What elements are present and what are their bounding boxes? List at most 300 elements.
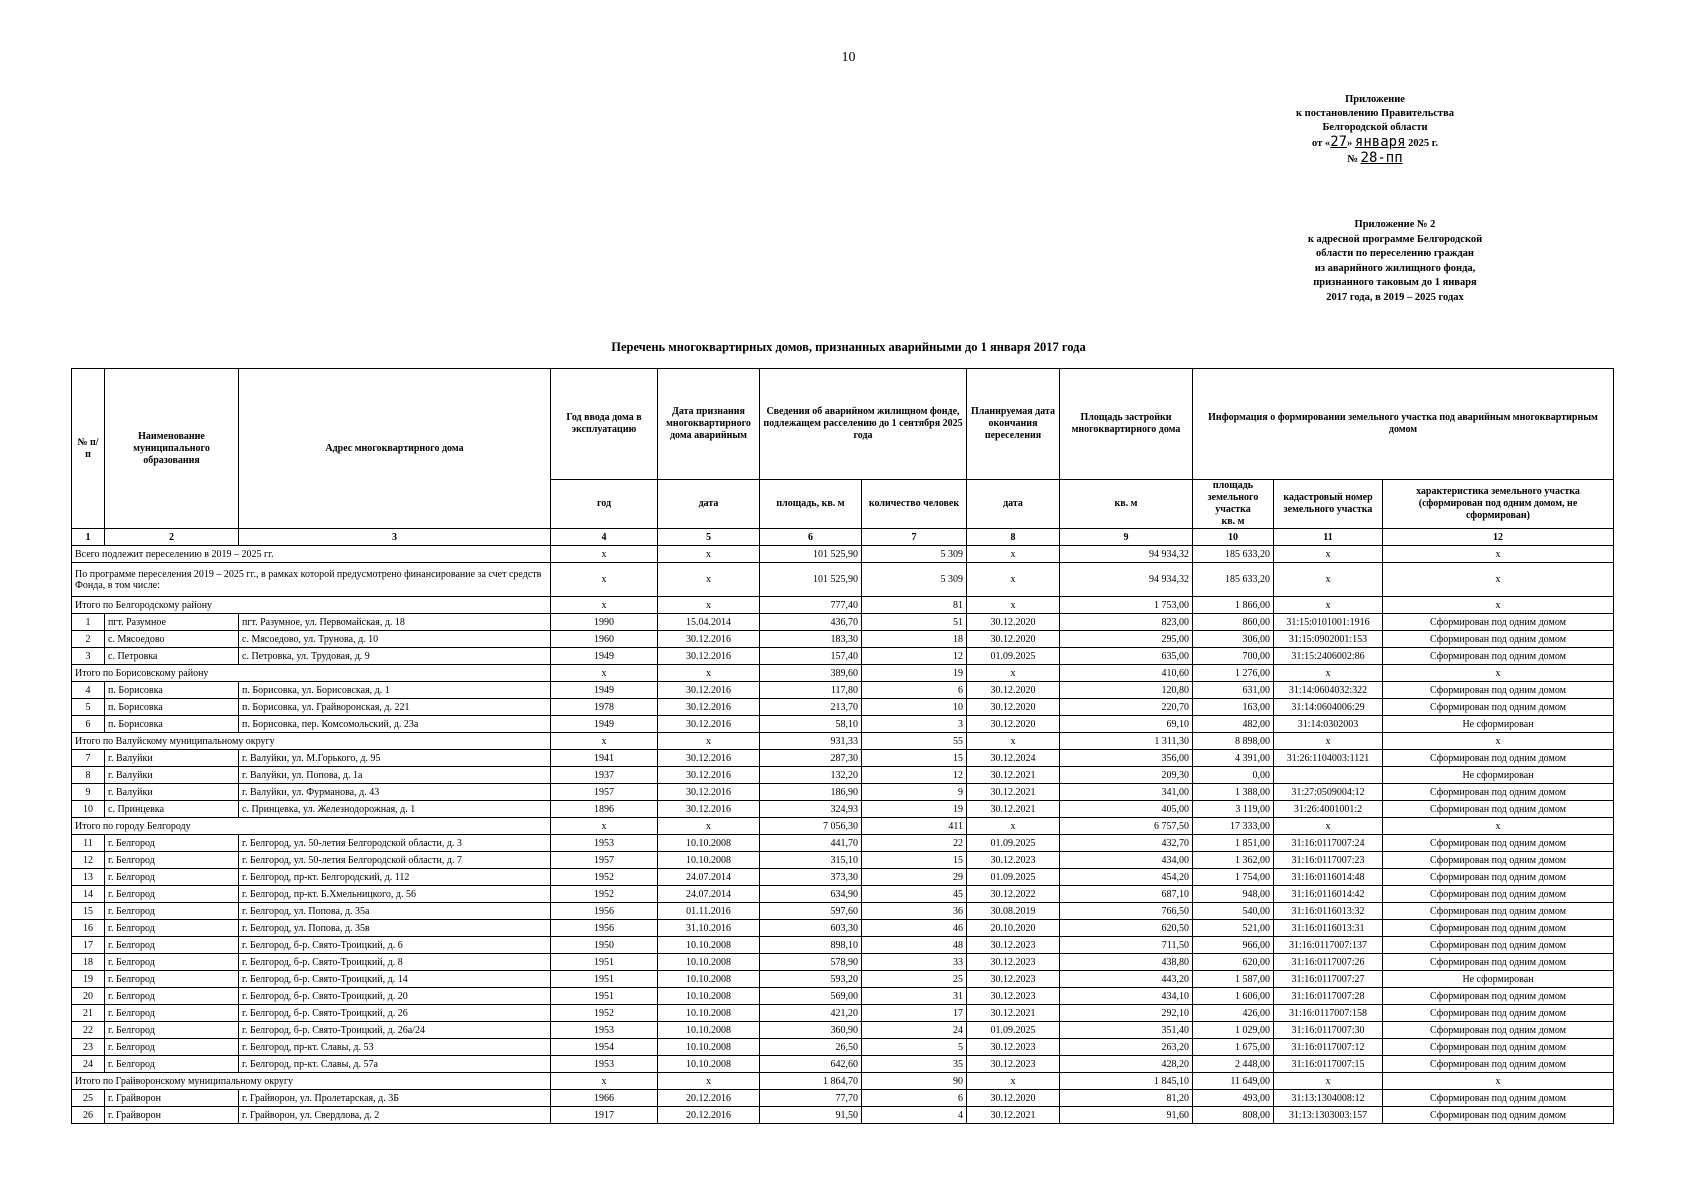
- row-planned-date: 30.12.2023: [967, 988, 1060, 1005]
- row-people: 22: [862, 835, 967, 852]
- row-number: 7: [72, 750, 105, 767]
- row-cadastral: 31:16:0117007:30: [1274, 1022, 1383, 1039]
- summary-planned: х: [967, 733, 1060, 750]
- row-municipality: г. Белгород: [105, 852, 239, 869]
- total-row: [72, 546, 1614, 563]
- col-index: 5: [658, 529, 760, 546]
- summary-label: Итого по городу Белгороду: [72, 818, 551, 835]
- row-land-char: Сформирован под одним домом: [1383, 903, 1614, 920]
- row-address: г. Белгород, б-р. Свято-Троицкий, д. 20: [239, 988, 551, 1005]
- table-row: [72, 750, 1614, 767]
- row-number: 2: [72, 631, 105, 648]
- row-year: 1952: [551, 886, 658, 903]
- row-built-area: 635,00: [1060, 648, 1193, 665]
- row-cadastral: 31:16:0116014:42: [1274, 886, 1383, 903]
- row-cadastral: 31:16:0117007:12: [1274, 1039, 1383, 1056]
- approval-line-3: Белгородской области: [1322, 122, 1428, 133]
- summary-land: 1 866,00: [1193, 597, 1274, 614]
- annex-line: 2017 года, в 2019 – 2025 годах: [1326, 291, 1464, 303]
- header-address: Адрес многоквартирного дома: [239, 369, 551, 529]
- annex-line: области по переселению граждан: [1316, 248, 1474, 259]
- row-year: 1949: [551, 682, 658, 699]
- document-title: Перечень многоквартирных домов, признанных аварийными до 1 января 2017 года: [611, 340, 1086, 354]
- row-land-char: Сформирован под одним домом: [1383, 614, 1614, 631]
- row-municipality: г. Белгород: [105, 835, 239, 852]
- row-built-area: 263,20: [1060, 1039, 1193, 1056]
- row-people: 19: [862, 801, 967, 818]
- row-land-area: 1 388,00: [1193, 784, 1274, 801]
- summary-cadastral: х: [1274, 546, 1383, 563]
- table-row: [72, 852, 1614, 869]
- row-municipality: п. Борисовка: [105, 699, 239, 716]
- row-area: 186,90: [760, 784, 862, 801]
- row-area: 603,30: [760, 920, 862, 937]
- summary-area: 101 525,90: [760, 546, 862, 563]
- row-cadastral: 31:14:0604006:29: [1274, 699, 1383, 716]
- row-area: 26,50: [760, 1039, 862, 1056]
- row-built-area: 81,20: [1060, 1090, 1193, 1107]
- summary-year: х: [551, 563, 658, 597]
- row-area: 132,20: [760, 767, 862, 784]
- row-area: 117,80: [760, 682, 862, 699]
- summary-area: 101 525,90: [760, 563, 862, 597]
- program-row: [72, 563, 1614, 597]
- unit-built: кв. м: [1060, 480, 1193, 529]
- row-built-area: 687,10: [1060, 886, 1193, 903]
- header-num: № п/п: [72, 369, 105, 529]
- row-planned-date: 30.12.2021: [967, 801, 1060, 818]
- row-recognition-date: 10.10.2008: [658, 937, 760, 954]
- row-cadastral: 31:16:0117007:27: [1274, 971, 1383, 988]
- row-number: 16: [72, 920, 105, 937]
- row-area: 436,70: [760, 614, 862, 631]
- row-address: г. Белгород, б-р. Свято-Троицкий, д. 6: [239, 937, 551, 954]
- land-area-header: [1193, 480, 1274, 529]
- row-planned-date: 30.08.2019: [967, 903, 1060, 920]
- row-address: п. Борисовка, ул. Борисовская, д. 1: [239, 682, 551, 699]
- row-address: п. Борисовка, ул. Грайворонская, д. 221: [239, 699, 551, 716]
- row-area: 91,50: [760, 1107, 862, 1124]
- row-cadastral: 31:13:1303003:157: [1274, 1107, 1383, 1124]
- summary-people: 55: [862, 733, 967, 750]
- summary-date: х: [658, 546, 760, 563]
- summary-cadastral: х: [1274, 563, 1383, 597]
- row-planned-date: 30.12.2021: [967, 784, 1060, 801]
- col-index: 1: [72, 529, 105, 546]
- header-land-group: Информация о формировании земельного участка под аварийным многоквартирным домом: [1193, 369, 1614, 480]
- date-month: января: [1354, 134, 1406, 150]
- summary-date: х: [658, 665, 760, 682]
- summary-area: 777,40: [760, 597, 862, 614]
- row-address: г. Белгород, ул. 50-летия Белгородской области, д. 7: [239, 852, 551, 869]
- row-land-area: 948,00: [1193, 886, 1274, 903]
- row-area: 634,90: [760, 886, 862, 903]
- row-people: 9: [862, 784, 967, 801]
- row-land-char: Сформирован под одним домом: [1383, 1005, 1614, 1022]
- row-land-char: Сформирован под одним домом: [1383, 631, 1614, 648]
- unit-date: дата: [658, 480, 760, 529]
- row-recognition-date: 30.12.2016: [658, 716, 760, 733]
- row-people: 24: [862, 1022, 967, 1039]
- summary-label: Итого по Белгородскому району: [72, 597, 551, 614]
- header-year: Год ввода дома в эксплуатацию: [551, 369, 658, 480]
- row-year: 1978: [551, 699, 658, 716]
- summary-label: По программе переселения 2019 – 2025 гг., в рамках которой предусмотрено финансирование за счет средств Фонда, в том числе:: [72, 563, 551, 597]
- group-total-row: [72, 733, 1614, 750]
- table-row: [72, 1056, 1614, 1073]
- row-recognition-date: 24.07.2014: [658, 886, 760, 903]
- unit-area: площадь, кв. м: [760, 480, 862, 529]
- row-land-char: Сформирован под одним домом: [1383, 1022, 1614, 1039]
- row-year: 1957: [551, 784, 658, 801]
- row-planned-date: 30.12.2021: [967, 767, 1060, 784]
- row-land-char: Не сформирован: [1383, 767, 1614, 784]
- row-area: 360,90: [760, 1022, 862, 1039]
- summary-cadastral: х: [1274, 665, 1383, 682]
- summary-date: х: [658, 818, 760, 835]
- summary-year: х: [551, 546, 658, 563]
- row-municipality: г. Белгород: [105, 1005, 239, 1022]
- approval-date: [1280, 135, 1470, 151]
- summary-people: 90: [862, 1073, 967, 1090]
- row-people: 4: [862, 1107, 967, 1124]
- row-recognition-date: 15.04.2014: [658, 614, 760, 631]
- summary-land: 17 333,00: [1193, 818, 1274, 835]
- row-cadastral: 31:16:0116013:31: [1274, 920, 1383, 937]
- table-body: [72, 529, 1614, 1124]
- row-address: с. Петровка, ул. Трудовая, д. 9: [239, 648, 551, 665]
- row-municipality: пгт. Разумное: [105, 614, 239, 631]
- row-number: 26: [72, 1107, 105, 1124]
- number-value: 28-пп: [1360, 150, 1403, 166]
- row-land-char: Не сформирован: [1383, 971, 1614, 988]
- housing-table: [71, 368, 1614, 1124]
- row-number: 3: [72, 648, 105, 665]
- row-people: 36: [862, 903, 967, 920]
- row-built-area: 405,00: [1060, 801, 1193, 818]
- row-year: 1952: [551, 1005, 658, 1022]
- row-recognition-date: 30.12.2016: [658, 648, 760, 665]
- row-number: 9: [72, 784, 105, 801]
- row-built-area: 823,00: [1060, 614, 1193, 631]
- row-area: 898,10: [760, 937, 862, 954]
- summary-year: х: [551, 597, 658, 614]
- summary-planned: х: [967, 563, 1060, 597]
- row-built-area: 620,50: [1060, 920, 1193, 937]
- row-year: 1951: [551, 954, 658, 971]
- row-year: 1953: [551, 1056, 658, 1073]
- row-municipality: г. Белгород: [105, 886, 239, 903]
- row-built-area: 91,60: [1060, 1107, 1193, 1124]
- table-row: [72, 954, 1614, 971]
- row-planned-date: 01.09.2025: [967, 835, 1060, 852]
- row-recognition-date: 20.12.2016: [658, 1090, 760, 1107]
- row-recognition-date: 30.12.2016: [658, 699, 760, 716]
- row-cadastral: 31:16:0116014:48: [1274, 869, 1383, 886]
- row-area: 315,10: [760, 852, 862, 869]
- row-address: г. Белгород, ул. Попова, д. 35а: [239, 903, 551, 920]
- summary-year: х: [551, 818, 658, 835]
- row-recognition-date: 10.10.2008: [658, 852, 760, 869]
- col-index: 10: [1193, 529, 1274, 546]
- row-land-char: Сформирован под одним домом: [1383, 988, 1614, 1005]
- row-land-area: 631,00: [1193, 682, 1274, 699]
- row-address: г. Белгород, б-р. Свято-Троицкий, д. 8: [239, 954, 551, 971]
- row-year: 1952: [551, 869, 658, 886]
- summary-char: х: [1383, 665, 1614, 682]
- table-row: [72, 988, 1614, 1005]
- row-cadastral: 31:16:0117007:158: [1274, 1005, 1383, 1022]
- row-year: 1937: [551, 767, 658, 784]
- table-row: [72, 648, 1614, 665]
- row-built-area: 295,00: [1060, 631, 1193, 648]
- row-number: 1: [72, 614, 105, 631]
- row-recognition-date: 10.10.2008: [658, 1005, 760, 1022]
- table-row: [72, 920, 1614, 937]
- row-cadastral: 31:26:1104003:1121: [1274, 750, 1383, 767]
- row-planned-date: 30.12.2023: [967, 971, 1060, 988]
- row-address: г. Белгород, пр-кт. Славы, д. 57а: [239, 1056, 551, 1073]
- row-number: 22: [72, 1022, 105, 1039]
- row-municipality: г. Белгород: [105, 1056, 239, 1073]
- row-land-area: 808,00: [1193, 1107, 1274, 1124]
- col-index: 6: [760, 529, 862, 546]
- header-land-char: характеристика земельного участка (сформирован под одним домом, не сформирован): [1383, 480, 1614, 529]
- row-number: 18: [72, 954, 105, 971]
- row-land-char: Сформирован под одним домом: [1383, 648, 1614, 665]
- row-area: 183,30: [760, 631, 862, 648]
- row-planned-date: 30.12.2023: [967, 937, 1060, 954]
- row-recognition-date: 30.12.2016: [658, 784, 760, 801]
- summary-year: х: [551, 733, 658, 750]
- table-row: [72, 716, 1614, 733]
- row-people: 17: [862, 1005, 967, 1022]
- summary-land: 11 649,00: [1193, 1073, 1274, 1090]
- summary-land: 185 633,20: [1193, 563, 1274, 597]
- header-land-area: площадь земельного участка: [1207, 480, 1259, 515]
- summary-year: х: [551, 665, 658, 682]
- row-recognition-date: 10.10.2008: [658, 954, 760, 971]
- summary-area: 1 864,70: [760, 1073, 862, 1090]
- summary-built: 410,60: [1060, 665, 1193, 682]
- summary-people: 411: [862, 818, 967, 835]
- row-built-area: 434,10: [1060, 988, 1193, 1005]
- row-area: 569,00: [760, 988, 862, 1005]
- table-row: [72, 1039, 1614, 1056]
- row-built-area: 120,80: [1060, 682, 1193, 699]
- row-built-area: 443,20: [1060, 971, 1193, 988]
- row-municipality: п. Борисовка: [105, 682, 239, 699]
- row-people: 12: [862, 767, 967, 784]
- row-land-area: 521,00: [1193, 920, 1274, 937]
- row-people: 25: [862, 971, 967, 988]
- summary-planned: х: [967, 665, 1060, 682]
- row-land-area: 1 675,00: [1193, 1039, 1274, 1056]
- group-total-row: [72, 597, 1614, 614]
- row-year: 1941: [551, 750, 658, 767]
- summary-people: 5 309: [862, 546, 967, 563]
- row-year: 1917: [551, 1107, 658, 1124]
- row-land-char: Сформирован под одним домом: [1383, 937, 1614, 954]
- summary-date: х: [658, 563, 760, 597]
- row-land-char: Сформирован под одним домом: [1383, 682, 1614, 699]
- row-recognition-date: 10.10.2008: [658, 1022, 760, 1039]
- row-number: 5: [72, 699, 105, 716]
- row-built-area: 454,20: [1060, 869, 1193, 886]
- table-row: [72, 937, 1614, 954]
- row-area: 441,70: [760, 835, 862, 852]
- row-municipality: с. Мясоедово: [105, 631, 239, 648]
- row-land-area: 966,00: [1193, 937, 1274, 954]
- header-recognition: Дата признания многоквартирного дома аварийным: [658, 369, 760, 480]
- row-number: 20: [72, 988, 105, 1005]
- row-municipality: г. Валуйки: [105, 767, 239, 784]
- row-people: 33: [862, 954, 967, 971]
- table-row: [72, 699, 1614, 716]
- header-municipality: Наименование муниципального образования: [105, 369, 239, 529]
- header-planned: Планируемая дата окончания переселения: [967, 369, 1060, 480]
- row-number: 15: [72, 903, 105, 920]
- row-land-area: 1 029,00: [1193, 1022, 1274, 1039]
- row-year: 1956: [551, 920, 658, 937]
- row-recognition-date: 30.12.2016: [658, 682, 760, 699]
- row-land-area: 1 851,00: [1193, 835, 1274, 852]
- summary-planned: х: [967, 818, 1060, 835]
- row-planned-date: 30.12.2020: [967, 699, 1060, 716]
- row-address: г. Белгород, ул. 50-летия Белгородской области, д. 3: [239, 835, 551, 852]
- row-cadastral: 31:16:0116013:32: [1274, 903, 1383, 920]
- summary-land: 8 898,00: [1193, 733, 1274, 750]
- row-address: п. Борисовка, пер. Комсомольский, д. 23а: [239, 716, 551, 733]
- row-land-char: Сформирован под одним домом: [1383, 869, 1614, 886]
- row-address: г. Белгород, б-р. Свято-Троицкий, д. 14: [239, 971, 551, 988]
- row-address: г. Белгород, пр-кт. Белгородский, д. 112: [239, 869, 551, 886]
- col-index: 11: [1274, 529, 1383, 546]
- row-address: г. Белгород, б-р. Свято-Троицкий, д. 26а/24: [239, 1022, 551, 1039]
- row-land-area: 700,00: [1193, 648, 1274, 665]
- row-land-area: 1 362,00: [1193, 852, 1274, 869]
- row-people: 15: [862, 852, 967, 869]
- row-recognition-date: 20.12.2016: [658, 1107, 760, 1124]
- row-municipality: г. Белгород: [105, 971, 239, 988]
- row-number: 4: [72, 682, 105, 699]
- row-number: 12: [72, 852, 105, 869]
- row-number: 10: [72, 801, 105, 818]
- row-year: 1949: [551, 716, 658, 733]
- summary-built: 1 753,00: [1060, 597, 1193, 614]
- row-land-char: Сформирован под одним домом: [1383, 1039, 1614, 1056]
- row-number: 25: [72, 1090, 105, 1107]
- summary-year: х: [551, 1073, 658, 1090]
- row-built-area: 434,00: [1060, 852, 1193, 869]
- row-planned-date: 01.09.2025: [967, 1022, 1060, 1039]
- row-area: 157,40: [760, 648, 862, 665]
- approval-stamp: [1280, 93, 1470, 167]
- row-people: 45: [862, 886, 967, 903]
- page-number: 10: [841, 50, 856, 65]
- summary-cadastral: х: [1274, 733, 1383, 750]
- row-planned-date: 30.12.2021: [967, 1107, 1060, 1124]
- row-land-area: 2 448,00: [1193, 1056, 1274, 1073]
- summary-label: Итого по Грайворонскому муниципальному округу: [72, 1073, 551, 1090]
- table-row: [72, 614, 1614, 631]
- row-land-area: 1 754,00: [1193, 869, 1274, 886]
- row-recognition-date: 30.12.2016: [658, 750, 760, 767]
- summary-char: х: [1383, 818, 1614, 835]
- table-row: [72, 1107, 1614, 1124]
- summary-built: 6 757,50: [1060, 818, 1193, 835]
- row-land-area: 1 606,00: [1193, 988, 1274, 1005]
- summary-char: х: [1383, 1073, 1614, 1090]
- summary-built: 94 934,32: [1060, 563, 1193, 597]
- row-municipality: г. Белгород: [105, 869, 239, 886]
- row-year: 1950: [551, 937, 658, 954]
- header-info: Сведения об аварийном жилищном фонде, подлежащем расселению до 1 сентября 2025 года: [760, 369, 967, 480]
- row-area: 373,30: [760, 869, 862, 886]
- annex-line: из аварийного жилищного фонда,: [1314, 262, 1476, 274]
- row-municipality: г. Белгород: [105, 903, 239, 920]
- row-built-area: 432,70: [1060, 835, 1193, 852]
- unit-planned-date: дата: [967, 480, 1060, 529]
- row-municipality: г. Белгород: [105, 1039, 239, 1056]
- row-built-area: 711,50: [1060, 937, 1193, 954]
- col-index: 4: [551, 529, 658, 546]
- row-municipality: г. Белгород: [105, 988, 239, 1005]
- row-year: 1954: [551, 1039, 658, 1056]
- summary-char: х: [1383, 563, 1614, 597]
- row-built-area: 428,20: [1060, 1056, 1193, 1073]
- table-row: [72, 971, 1614, 988]
- row-area: 578,90: [760, 954, 862, 971]
- row-year: 1966: [551, 1090, 658, 1107]
- row-land-char: Сформирован под одним домом: [1383, 750, 1614, 767]
- row-people: 18: [862, 631, 967, 648]
- row-cadastral: 31:16:0117007:23: [1274, 852, 1383, 869]
- summary-cadastral: х: [1274, 1073, 1383, 1090]
- table-row: [72, 1005, 1614, 1022]
- row-people: 31: [862, 988, 967, 1005]
- row-people: 5: [862, 1039, 967, 1056]
- row-cadastral: 31:15:0902001:153: [1274, 631, 1383, 648]
- summary-char: х: [1383, 597, 1614, 614]
- summary-date: х: [658, 1073, 760, 1090]
- date-year: 2025 г.: [1408, 138, 1438, 149]
- summary-label: Всего подлежит переселению в 2019 – 2025 гг.: [72, 546, 551, 563]
- row-area: 597,60: [760, 903, 862, 920]
- row-address: г. Грайворон, ул. Пролетарская, д. 3Б: [239, 1090, 551, 1107]
- row-people: 51: [862, 614, 967, 631]
- row-address: г. Белгород, ул. Попова, д. 35в: [239, 920, 551, 937]
- row-planned-date: 30.12.2020: [967, 682, 1060, 699]
- row-land-char: Сформирован под одним домом: [1383, 1056, 1614, 1073]
- row-address: пгт. Разумное, ул. Первомайская, д. 18: [239, 614, 551, 631]
- row-area: 287,30: [760, 750, 862, 767]
- row-built-area: 209,30: [1060, 767, 1193, 784]
- summary-label: Итого по Валуйскому муниципальному округу: [72, 733, 551, 750]
- table-row: [72, 869, 1614, 886]
- row-recognition-date: 10.10.2008: [658, 988, 760, 1005]
- row-year: 1951: [551, 971, 658, 988]
- col-index: 12: [1383, 529, 1614, 546]
- row-recognition-date: 10.10.2008: [658, 1056, 760, 1073]
- summary-land: 1 276,00: [1193, 665, 1274, 682]
- row-built-area: 766,50: [1060, 903, 1193, 920]
- row-number: 6: [72, 716, 105, 733]
- row-number: 8: [72, 767, 105, 784]
- annex-line: признанного таковым до 1 января: [1313, 277, 1477, 288]
- date-day: 27: [1330, 134, 1348, 150]
- row-municipality: с. Петровка: [105, 648, 239, 665]
